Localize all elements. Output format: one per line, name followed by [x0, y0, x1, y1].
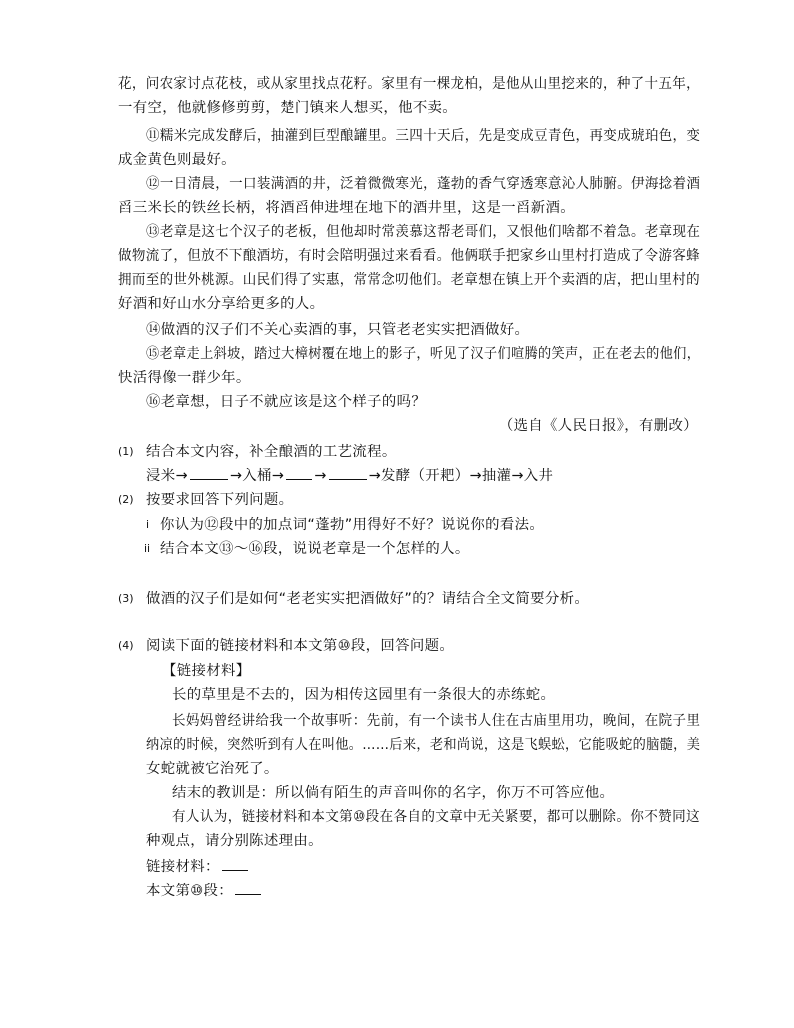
paragraph-13: ⑬老章是这七个汉子的老板，但他却时常羡慕这帮老哥们，又恨他们啥都不着急。老章现在 — [146, 224, 701, 240]
question-number: (4) — [118, 639, 134, 652]
answer-blank[interactable] — [190, 466, 228, 480]
passage-line: 拥而至的世外桃源。山民们得了实惠，常常念叨他们。老章想在镇上开个卖酒的店，把山里村的 — [118, 272, 700, 288]
answer-blank[interactable] — [235, 881, 261, 895]
link-material-title: 【链接材料】 — [162, 663, 251, 679]
answer-blank[interactable] — [329, 466, 367, 480]
link-material-line: 长妈妈曾经讲给我一个故事听：先前，有一个读书人住在古庙里用功，晚间，在院子里 — [172, 713, 701, 729]
paragraph-12: ⑫一日清晨，一口装满酒的井，泛着微微寒光，蓬勃的香气穿透寒意沁人肺腑。伊海捻着酒 — [146, 176, 701, 192]
passage-line: 成金黄色则最好。 — [118, 152, 236, 168]
paragraph-15: ⑮老章走上斜坡，踏过大樟树覆在地上的影子，听见了汉子们喧腾的笑声，正在老去的他们， — [146, 346, 701, 362]
flow-arrow: → — [314, 468, 327, 484]
link-material-line: 结末的教训是：所以倘有陌生的声音叫你的名字，你万不可答应他。 — [172, 785, 615, 801]
subquestion-text: 你认为⑫段中的加点词“蓬勃”用得好不好？说说你的看法。 — [160, 517, 545, 533]
subquestion-text: 结合本文⑬～⑯段，说说老章是一个怎样的人。 — [160, 541, 470, 557]
passage-line: 做物流了，但放不下酿酒坊，有时会陪明强过来看看。他俩联手把家乡山里村打造成了令游客蜂 — [118, 248, 700, 264]
answer-line-paragraph-10 — [146, 879, 263, 903]
link-material-line: 纳凉的时候，突然听到有人在叫他。……后来，老和尚说，这是飞蜈蚣，它能吸蛇的脑髓，美 — [146, 737, 701, 753]
answer-blank[interactable] — [222, 857, 248, 871]
process-flow — [146, 464, 553, 488]
passage-line: 快活得像一群少年。 — [118, 370, 251, 386]
link-material-line: 长的草里是不去的，因为相传这园里有一条很大的赤练蛇。 — [172, 687, 556, 703]
passage-line: 花，问农家讨点花枝，或从家里找点花籽。家里有一棵龙柏，是他从山里挖来的，种了十五年， — [118, 76, 700, 92]
question-number: (3) — [118, 592, 134, 605]
question-text: 结合本文内容，补全酿酒的工艺流程。 — [146, 444, 397, 460]
answer-blank[interactable] — [286, 466, 312, 480]
question-number: (1) — [118, 445, 134, 458]
source-citation: （选自《人民日报》，有删改） — [498, 418, 698, 434]
passage-line: 一有空，他就修修剪剪，楚门镇来人想买，他不卖。 — [118, 100, 458, 116]
answer-line-link-material — [146, 855, 250, 879]
link-material-line: 女蛇就被它治死了。 — [146, 761, 279, 777]
flow-mid: →入桶→ — [229, 468, 285, 484]
answer-label: 本文第⑩段： — [146, 883, 233, 899]
subquestion-number: ii — [144, 542, 151, 555]
flow-end: →发酵（开耙）→抽灌→入井 — [368, 468, 554, 484]
passage-line: 舀三米长的铁丝长柄，将酒舀伸进埋在地下的酒井里，这是一舀新酒。 — [118, 200, 575, 216]
flow-start: 浸米→ — [146, 468, 188, 484]
question-text: 按要求回答下列问题。 — [146, 492, 294, 508]
subquestion-number: i — [146, 518, 150, 531]
paragraph-16: ⑯老章想，日子不就应该是这个样子的吗？ — [146, 394, 427, 410]
question-text: 阅读下面的链接材料和本文第⑩段，回答问题。 — [146, 638, 455, 654]
paragraph-11: ⑪糯米完成发酵后，抽灌到巨型酿罐里。三四十天后，先是变成豆青色，再变成琥珀色，变 — [146, 128, 701, 144]
question-prompt: 有人认为，链接材料和本文第⑩段在各自的文章中无关紧要，都可以删除。你不赞同这 — [172, 809, 700, 825]
question-prompt: 种观点，请分别陈述理由。 — [146, 833, 323, 849]
question-text: 做酒的汉子们是如何“老老实实把酒做好”的？请结合全文简要分析。 — [146, 591, 590, 607]
paragraph-14: ⑭做酒的汉子们不关心卖酒的事，只管老老实实把酒做好。 — [146, 322, 530, 338]
answer-label: 链接材料： — [146, 859, 220, 875]
passage-line: 好酒和好山水分享给更多的人。 — [118, 296, 325, 312]
question-number: (2) — [118, 493, 134, 506]
